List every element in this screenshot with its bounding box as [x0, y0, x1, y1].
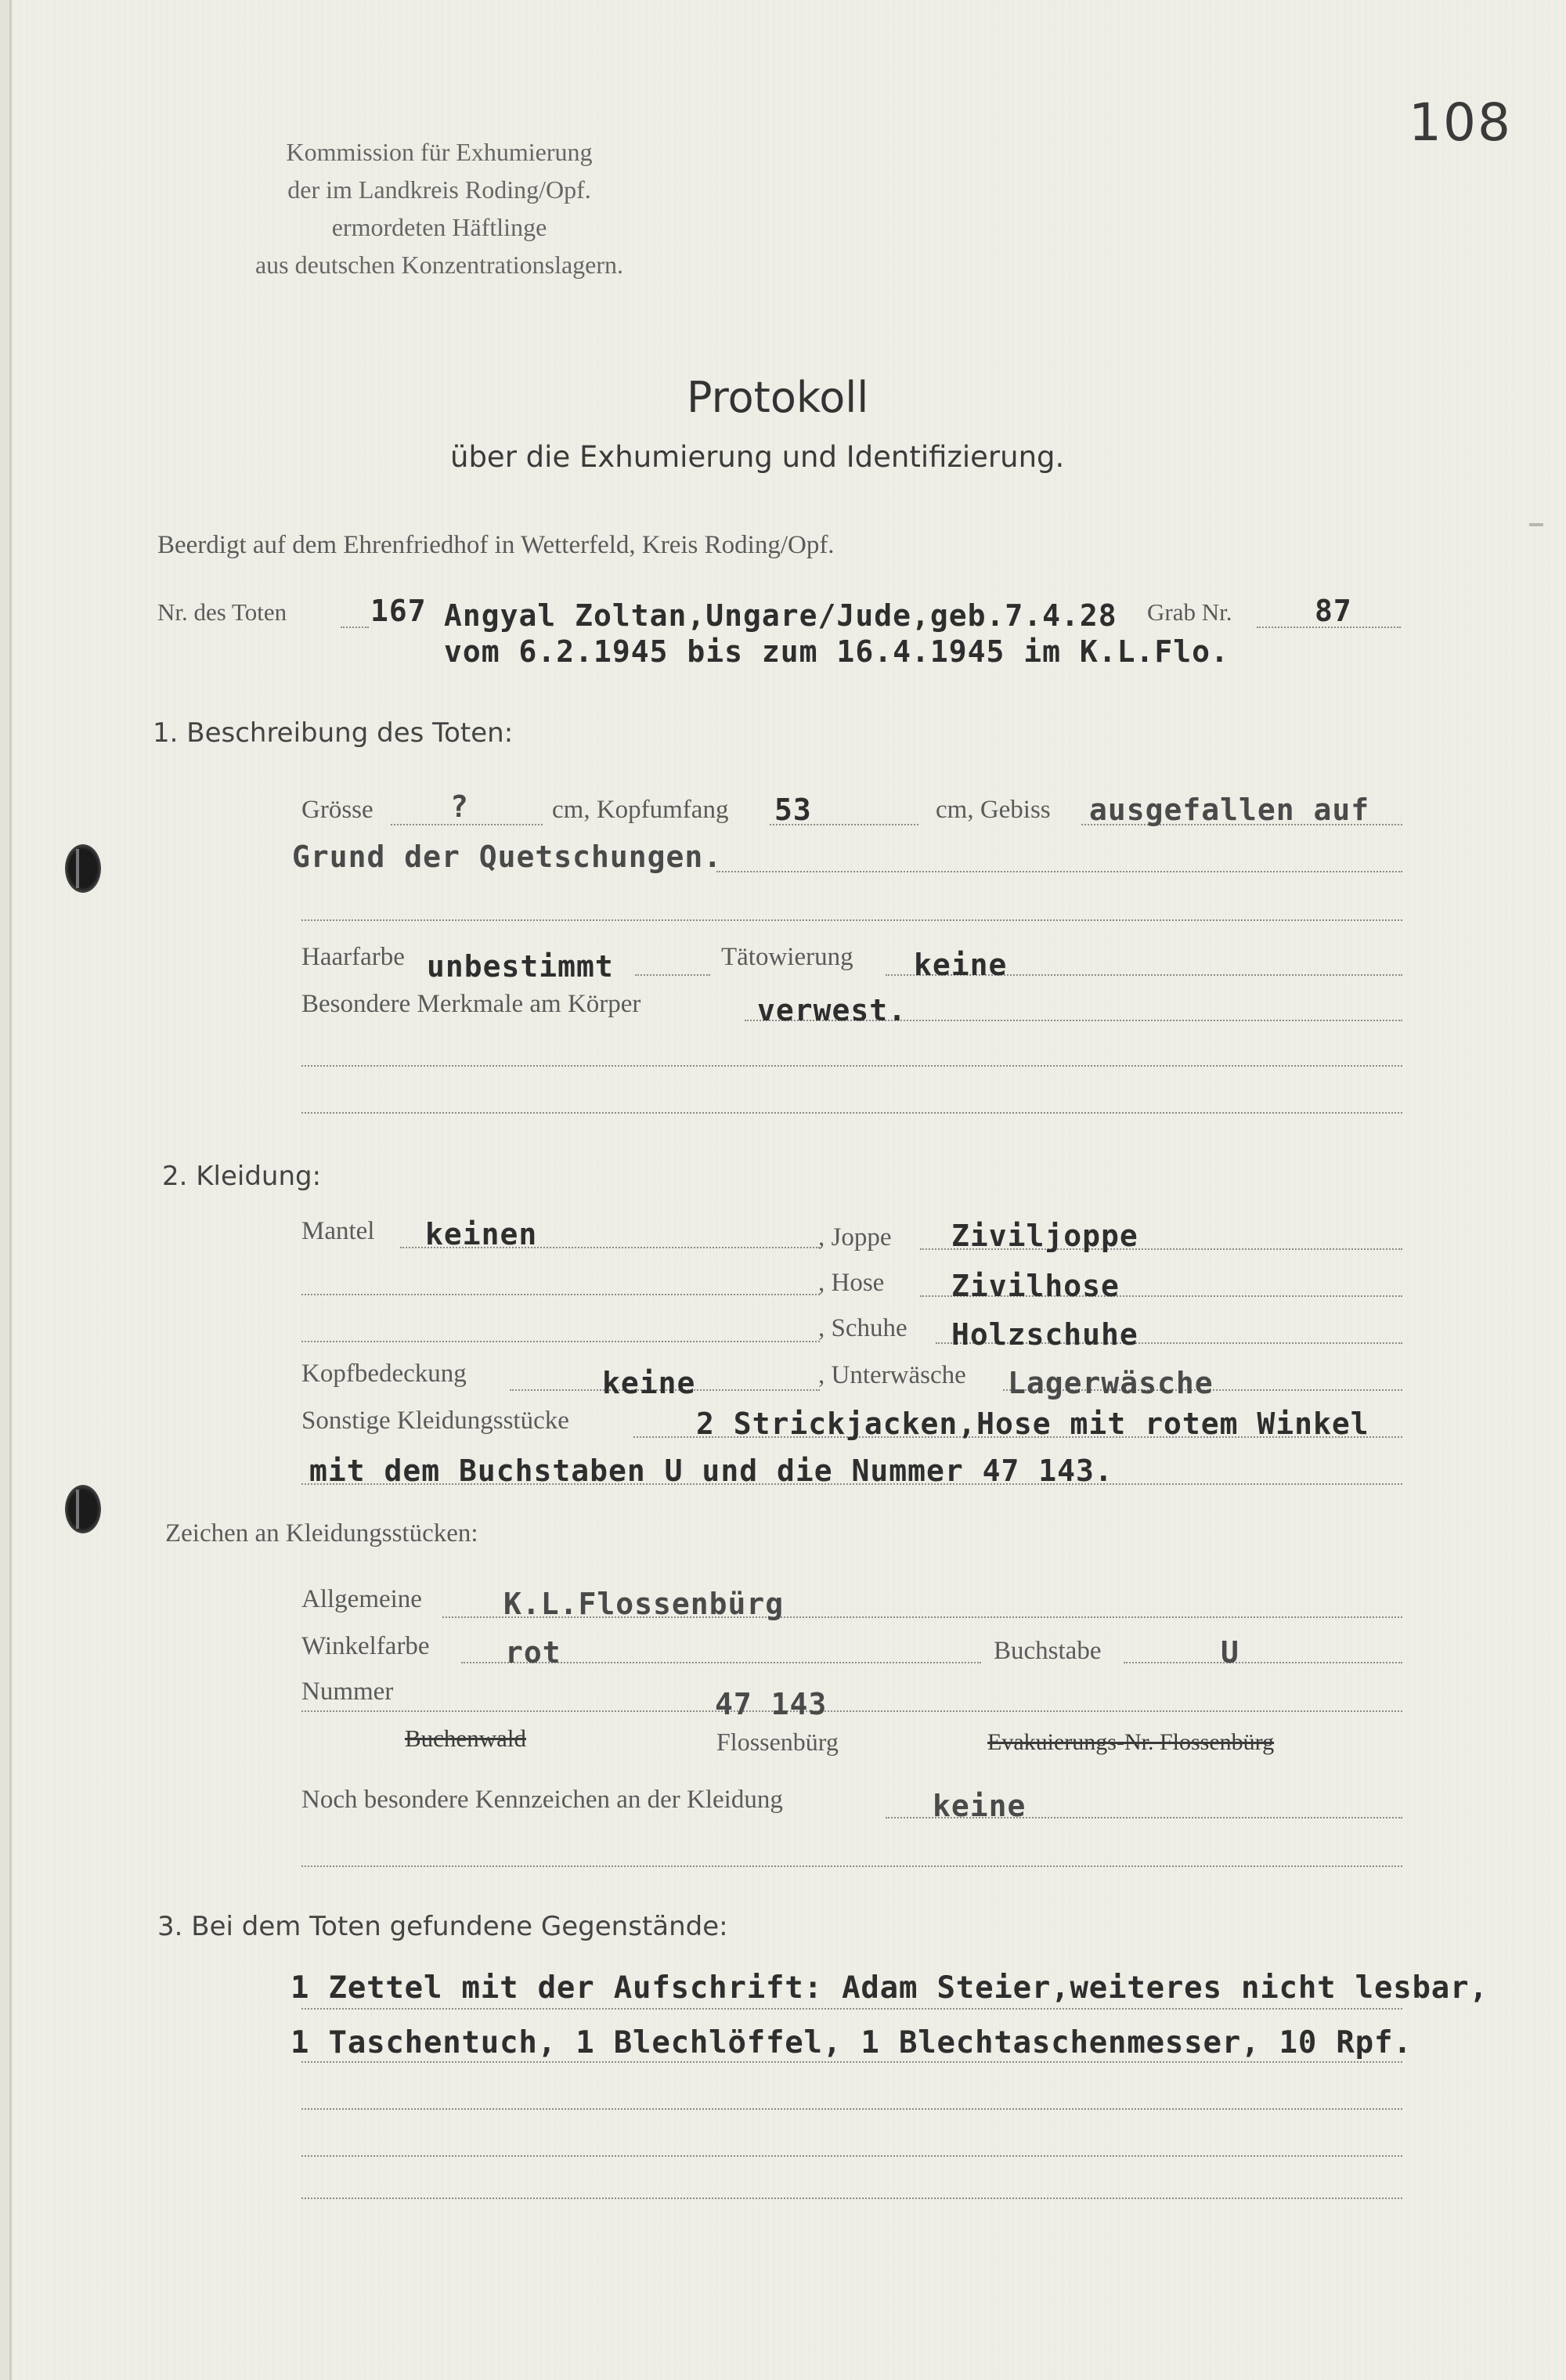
commission-line: der im Landkreis Roding/Opf.	[287, 175, 591, 204]
kopfbedeckung-label: Kopfbedeckung	[301, 1360, 467, 1388]
sonstige-value: 2 Strickjacken,Hose mit rotem Winkel	[696, 1407, 1369, 1441]
gebiss-continuation: Grund der Quetschungen.	[292, 840, 723, 874]
burial-line: Beerdigt auf dem Ehrenfriedhof in Wetterfeld, Kreis Roding/Opf.	[157, 531, 835, 559]
page-subtitle: über die Exhumierung und Identifizierung.	[450, 440, 1065, 474]
kopfbedeckung-value: keine	[602, 1366, 696, 1400]
joppe-value: Ziviljoppe	[951, 1219, 1138, 1253]
mantel-value: keinen	[425, 1217, 538, 1251]
nummer-label: Nummer	[301, 1678, 394, 1706]
nr-value: 167	[370, 594, 427, 628]
merkmale-label: Besondere Merkmale am Körper	[301, 990, 641, 1018]
kopfumfang-value: 53	[774, 793, 812, 827]
commission-line: aus deutschen Konzentrationslagern.	[254, 251, 624, 279]
punch-hole-icon	[65, 1485, 101, 1533]
gebiss-label: cm, Gebiss	[936, 796, 1051, 824]
taetowierung-value: keine	[914, 948, 1008, 982]
schuhe-value: Holzschuhe	[951, 1317, 1138, 1352]
haarfarbe-label: Haarfarbe	[301, 943, 405, 971]
page-number: 108	[1409, 92, 1512, 153]
winkelfarbe-label: Winkelfarbe	[301, 1632, 430, 1660]
schuhe-label: , Schuhe	[818, 1314, 907, 1342]
document-page	[9, 0, 1566, 2380]
hose-label: , Hose	[818, 1269, 885, 1297]
mantel-label: Mantel	[301, 1217, 375, 1245]
haarfarbe-value: unbestimmt	[427, 949, 614, 984]
groesse-label: Grösse	[301, 796, 373, 824]
buchenwald-label: Buchenwald	[405, 1725, 526, 1752]
zeichen-heading: Zeichen an Kleidungsstücken:	[165, 1519, 478, 1548]
noch-value: keine	[933, 1789, 1027, 1823]
page-title: Protokoll	[687, 373, 869, 422]
items-line-2: 1 Taschentuch, 1 Blechlöffel, 1 Blechtaschenmesser, 10 Rpf.	[290, 2025, 1413, 2060]
grab-value: 87	[1315, 594, 1352, 628]
commission-header	[189, 133, 690, 284]
taetowierung-label: Tätowierung	[721, 943, 853, 971]
punch-hole-icon	[65, 844, 101, 893]
joppe-label: , Joppe	[818, 1223, 892, 1251]
buchstabe-value: U	[1221, 1635, 1239, 1670]
merkmale-value: verwest.	[757, 993, 907, 1027]
section-2-heading: 2. Kleidung:	[162, 1161, 322, 1192]
sonstige-continuation: mit dem Buchstaben U und die Nummer 47 143.	[309, 1454, 1113, 1488]
commission-line: Kommission für Exhumierung	[286, 138, 593, 166]
identity-value: Angyal Zoltan,Ungare/Jude,geb.7.4.28	[444, 598, 1117, 633]
grab-label: Grab Nr.	[1147, 598, 1232, 626]
nummer-value: 47 143	[715, 1687, 828, 1721]
allgemeine-value: K.L.Flossenbürg	[503, 1587, 785, 1621]
flossenbuerg-label: Flossenbürg	[716, 1728, 839, 1756]
unterwaesche-value: Lagerwäsche	[1008, 1366, 1214, 1400]
period-value: vom 6.2.1945 bis zum 16.4.1945 im K.L.Flo.	[444, 634, 1229, 669]
evakuierung-label: Evakuierungs-Nr. Flossenbürg	[987, 1729, 1275, 1755]
kopfumfang-label: cm, Kopfumfang	[552, 796, 729, 824]
nr-label: Nr. des Toten	[157, 598, 287, 626]
items-line-1: 1 Zettel mit der Aufschrift: Adam Steier,weiteres nicht lesbar,	[290, 1970, 1488, 2006]
gebiss-value: ausgefallen auf	[1089, 793, 1370, 827]
commission-line: ermordeten Häftlinge	[331, 213, 547, 241]
winkelfarbe-value: rot	[505, 1635, 561, 1670]
sonstige-label: Sonstige Kleidungsstücke	[301, 1407, 569, 1435]
noch-label: Noch besondere Kennzeichen an der Kleidung	[301, 1786, 783, 1814]
section-1-heading: 1. Beschreibung des Toten:	[153, 717, 514, 749]
unterwaesche-label: , Unterwäsche	[818, 1361, 966, 1389]
groesse-value: ?	[450, 789, 469, 824]
hose-value: Zivilhose	[951, 1269, 1120, 1303]
buchstabe-label: Buchstabe	[994, 1637, 1102, 1665]
section-3-heading: 3. Bei dem Toten gefundene Gegenstände:	[157, 1911, 728, 1942]
allgemeine-label: Allgemeine	[301, 1585, 422, 1613]
edge-mark	[1529, 523, 1543, 526]
